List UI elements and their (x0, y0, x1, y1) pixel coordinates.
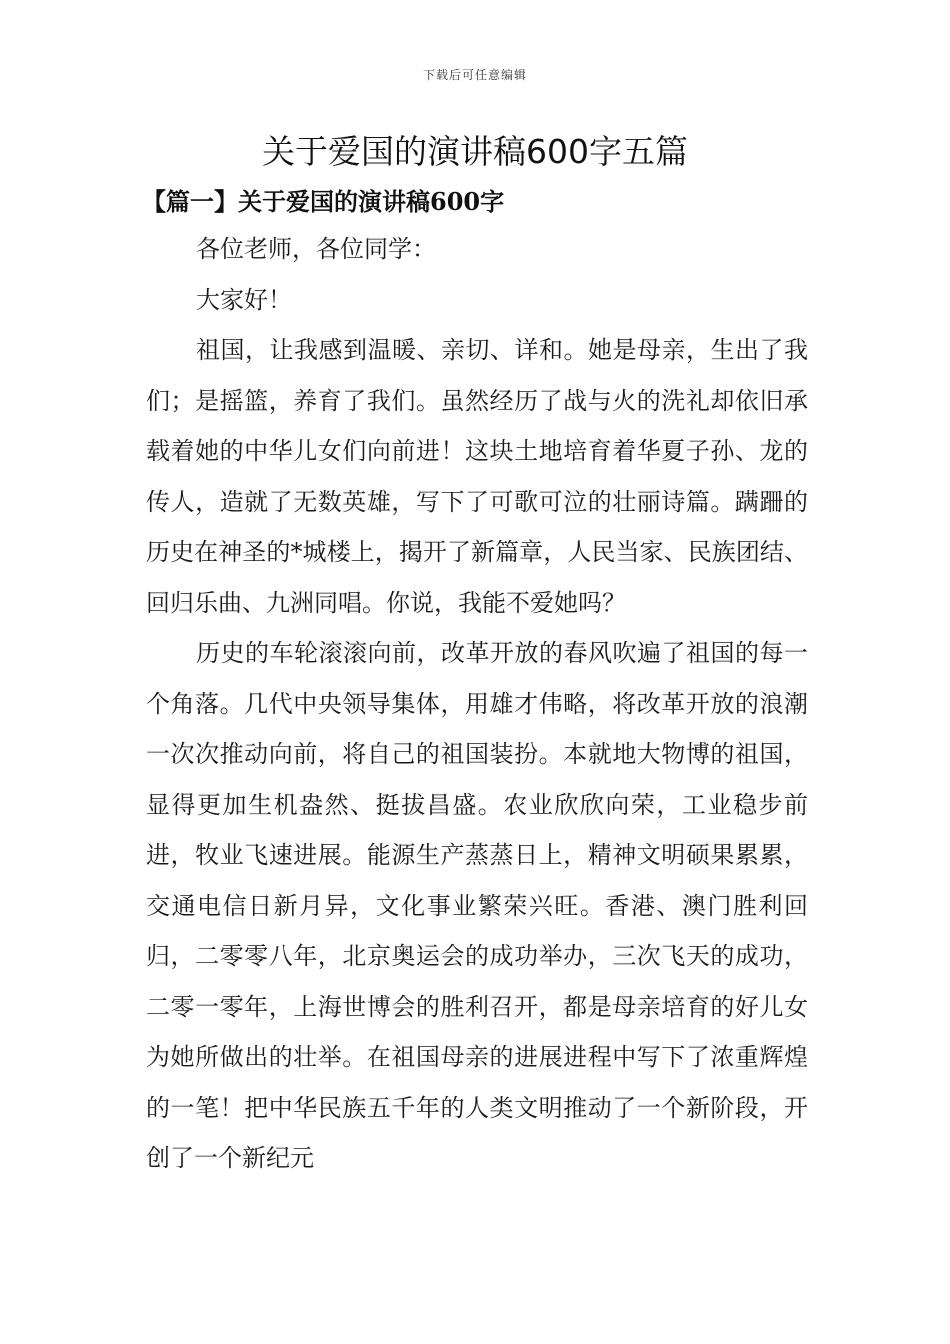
body-text (146, 224, 808, 1184)
paragraph-motherland: 祖国，让我感到温暖、亲切、详和。她是母亲，生出了我们；是摇篮，养育了我们。虽然经历了战与火的洗礼却依旧承载着她的中华儿女们向前进！这块土地培育着华夏子孙、龙的传人，造就了无数英雄，写下了可歌可泣的壮丽诗篇。蹒跚的历史在神圣的*城楼上，揭开了新篇章，人民当家、民族团结、回归乐曲、九洲同唱。你说，我能不爱她吗？ (146, 336, 808, 617)
document-title: 关于爱国的演讲稿600字五篇 (262, 132, 688, 171)
paragraph-history: 历史的车轮滚滚向前，改革开放的春风吹遍了祖国的每一个角落。几代中央领导集体，用雄才伟略，将改革开放的浪潮一次次推动向前，将自己的祖国装扮。本就地大物博的祖国，显得更加生机盎然、挺拔昌盛。农业欣欣向荣，工业稳步前进，牧业飞速进展。能源生产蒸蒸日上，精神文明硕果累累，交通电信日新月异，文化事业繁荣兴旺。香港、澳门胜利回归，二零零八年，北京奥运会的成功举办，三次飞天的成功，二零一零年，上海世博会的胜利召开，都是母亲培育的好儿女为她所做出的壮举。在祖国母亲的进展进程中写下了浓重辉煌的一笔！把中华民族五千年的人类文明推动了一个新阶段，开创了一个新纪元 (146, 639, 808, 1172)
header-note: 下载后可任意编辑 (422, 68, 527, 82)
section-heading: 【篇一】关于爱国的演讲稿600字 (142, 187, 505, 216)
paragraph-greeting: 各位老师，各位同学： (196, 235, 436, 263)
paragraph-hello: 大家好！ (196, 285, 292, 314)
